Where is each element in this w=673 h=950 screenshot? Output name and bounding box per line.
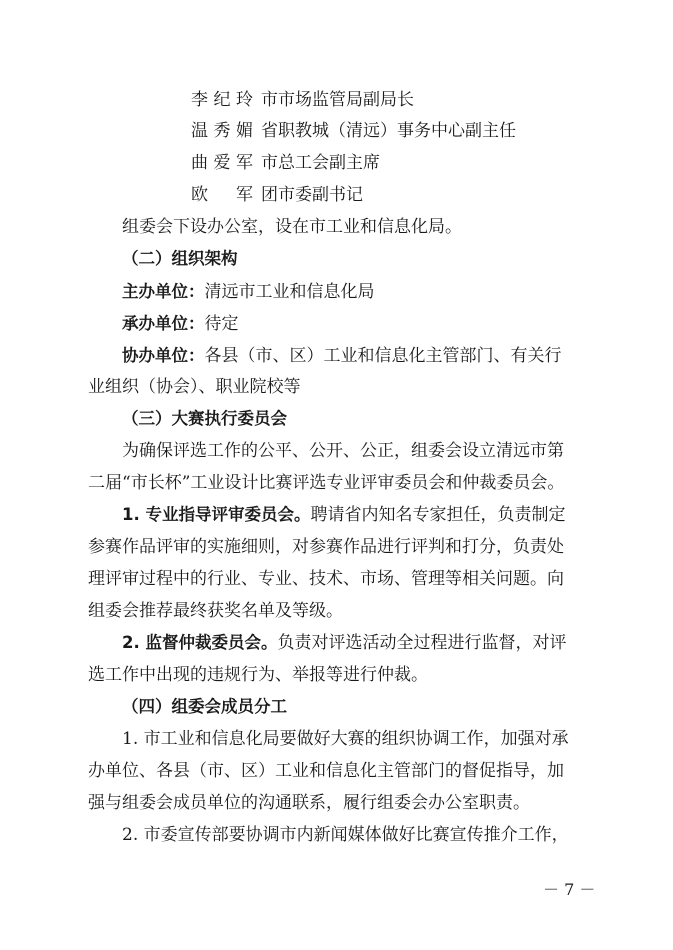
member-title: 市总工会副主席 — [261, 153, 380, 173]
member-name: 李纪玲 — [191, 90, 253, 110]
section4-heading: （四）组委会成员分工 — [122, 697, 287, 716]
co-organizer-line-2: 业组织（协会）、职业院校等 — [88, 377, 301, 397]
co-label: 协办单位： — [122, 346, 205, 365]
section3-intro-2: 二届“市长杯”工业设计比赛评选专业评审委员会和仲裁委员会。 — [88, 473, 565, 493]
member-row — [191, 185, 363, 205]
section4-p1-3: 强与组委会成员单位的沟通联系，履行组委会办公室职责。 — [88, 793, 530, 813]
section2-heading: （二）组织架构 — [122, 249, 238, 268]
item2-text: 负责对评选活动全过程进行监督，对评 — [277, 633, 567, 653]
member-row — [191, 121, 516, 141]
section4-p1-2: 办单位、各县（市、区）工业和信息化主管部门的督促指导，加 — [88, 761, 564, 781]
co-value: 各县（市、区）工业和信息化主管部门、有关行 — [204, 346, 562, 366]
item1-line-1 — [122, 505, 566, 525]
member-row — [191, 153, 380, 173]
section4-p2-1: 2. 市委宣传部要协调市内新闻媒体做好比赛宣传推介工作， — [122, 825, 569, 845]
host-unit-line — [122, 282, 375, 302]
host-label: 主办单位： — [122, 282, 205, 301]
section4-p1-1: 1. 市工业和信息化局要做好大赛的组织协调工作，加强对承 — [122, 729, 569, 749]
member-title: 省职教城（清远）事务中心副主任 — [261, 121, 516, 141]
item1-line-3: 理评审过程中的行业、专业、技术、市场、管理等相关问题。向 — [88, 569, 564, 589]
host-value: 清远市工业和信息化局 — [204, 282, 375, 302]
page-number: － 7 － — [543, 880, 596, 899]
section3-heading: （三）大赛执行委员会 — [122, 409, 287, 428]
member-name: 温秀媚 — [191, 121, 253, 141]
item2-label: 2. 监督仲裁委员会。 — [122, 633, 278, 652]
member-title: 市市场监管局副局长 — [261, 90, 414, 110]
organizer-value: 待定 — [204, 314, 239, 334]
item2-line-2: 选工作中出现的违规行为、举报等进行仲裁。 — [88, 665, 428, 685]
office-note: 组委会下设办公室，设在市工业和信息化局。 — [122, 217, 462, 237]
member-row — [191, 90, 414, 110]
member-name: 欧 军 — [191, 185, 253, 205]
co-organizer-line — [122, 346, 562, 366]
member-name: 曲爱军 — [191, 153, 253, 173]
item1-text: 聘请省内知名专家担任，负责制定 — [310, 505, 566, 525]
item1-line-4: 组委会推荐最终获奖名单及等级。 — [88, 601, 343, 621]
section3-intro-1: 为确保评选工作的公平、公开、公正，组委会设立清远市第 — [122, 441, 564, 461]
organizer-line — [122, 314, 239, 334]
item1-label: 1. 专业指导评审委员会。 — [122, 505, 311, 524]
item1-line-2: 参赛作品评审的实施细则，对参赛作品进行评判和打分，负责处 — [88, 537, 564, 557]
organizer-label: 承办单位： — [122, 314, 205, 333]
item2-line-1 — [122, 633, 567, 653]
member-title: 团市委副书记 — [261, 185, 363, 205]
